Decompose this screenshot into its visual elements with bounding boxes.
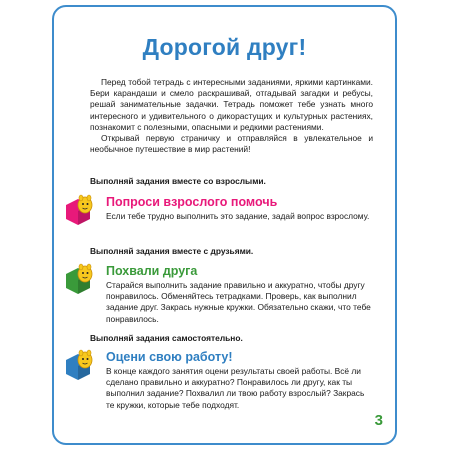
section-1-body: Если тебе трудно выполнить это задание, задай вопрос взрослому. bbox=[106, 211, 370, 221]
section-2-heading: Похвали друга bbox=[106, 264, 198, 278]
cube-mascot-icon bbox=[62, 262, 98, 296]
cube-mascot-icon bbox=[62, 193, 98, 227]
section-3-body: В конце каждого занятия оцени результаты своей работы. Всё ли сделано правильно и аккуратно? Понравилось ли другу, как ты выполнил задание? Похвалил ли твою работу взрослый? Закрась те кружки, которые тебе подходят. bbox=[106, 366, 365, 410]
intro-text bbox=[90, 77, 373, 155]
workbook-page bbox=[52, 5, 397, 445]
page-title: Дорогой друг! bbox=[142, 34, 307, 60]
intro-paragraph-1: Перед тобой тетрадь с интересными заданиями, яркими картинками. Бери карандаши и смело раскрашивай, отгадывай загадки и ребусы, решай занимательные задачки. Тетрадь поможет тебе узнать много интересного и удивительного о дикорастущих и культурных растениях, познакомит с полезными, опасными и редкими растениями. bbox=[90, 77, 373, 132]
intro-paragraph-2: Открывай первую страничку и отправляйся в увлекательное и необычное путешествие в мир растений! bbox=[90, 133, 373, 155]
cube-mascot-icon bbox=[62, 348, 98, 382]
section-3-heading: Оцени свою работу! bbox=[106, 350, 233, 364]
section-2-lead: Выполняй задания вместе с друзьями. bbox=[90, 246, 254, 256]
section-2-body: Старайся выполнить задание правильно и аккуратно, чтобы другу понравилось. Обменяйтесь тетрадками. Проверь, как выполнил задание друг. Закрась нужные кружки. Обязательно скажи, что тебе понравилось. bbox=[106, 280, 371, 324]
section-1-heading: Попроси взрослого помочь bbox=[106, 195, 278, 209]
section-1-lead: Выполняй задания вместе со взрослыми. bbox=[90, 176, 266, 186]
page-number: 3 bbox=[374, 412, 383, 429]
section-3-lead: Выполняй задания самостоятельно. bbox=[90, 333, 243, 343]
